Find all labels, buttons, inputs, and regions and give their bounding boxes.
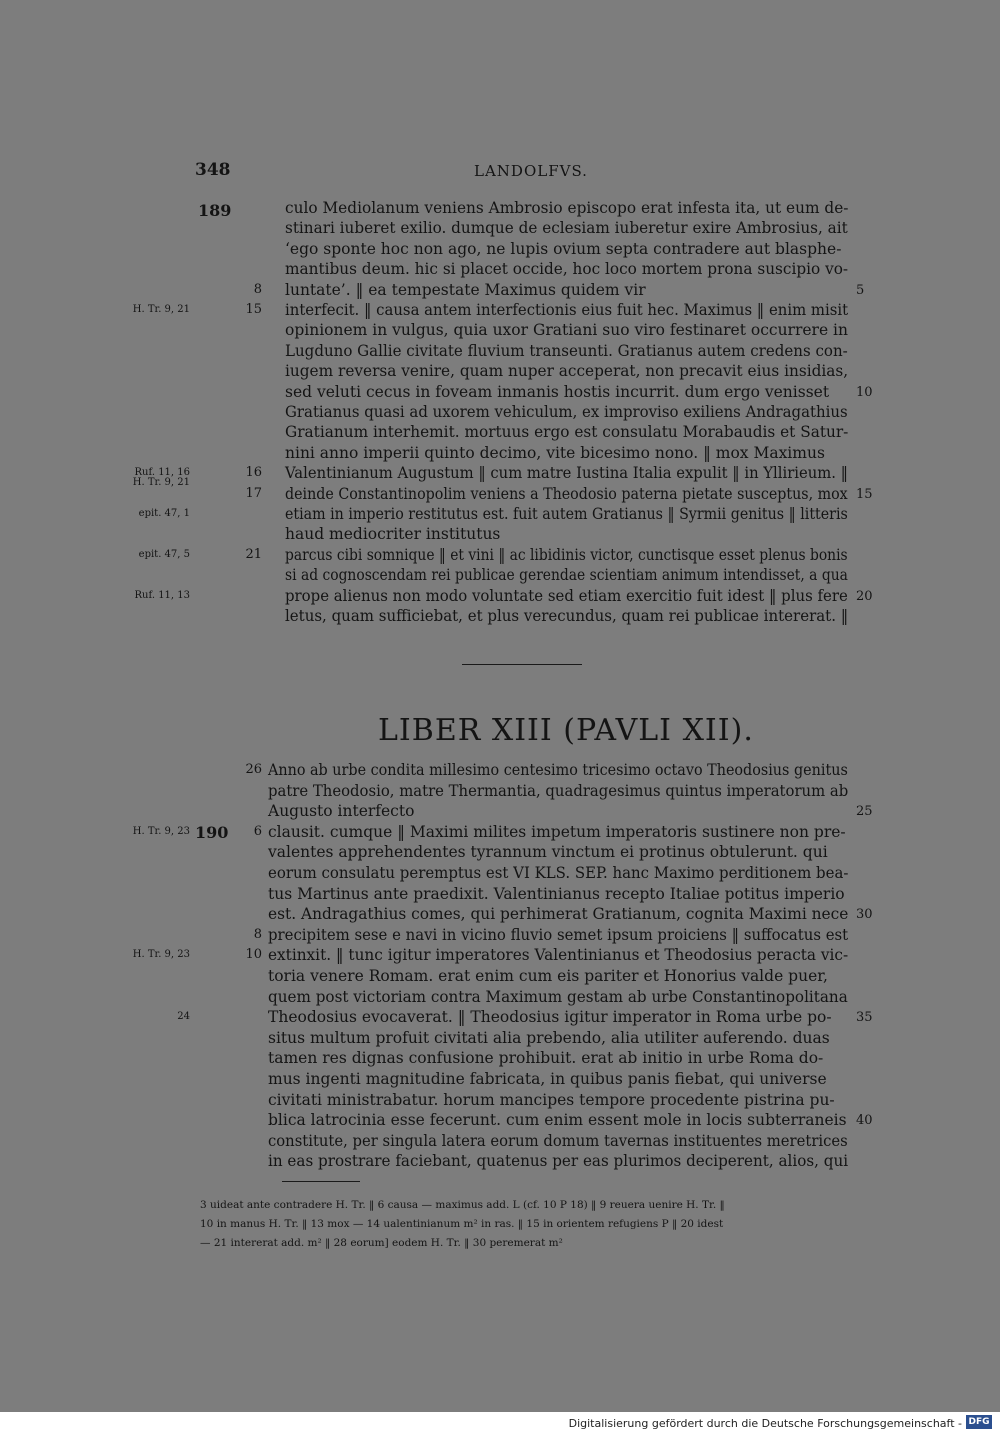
margin-reference: H. Tr. 9, 23 [132,825,190,837]
text-line: etiam in imperio restitutus est. fuit autem Gratianus ‖ Syrmii genitus ‖ litteris [285,505,848,523]
footnote-line: — 21 intererat add. m² ‖ 28 eorum] eodem H. Tr. ‖ 30 peremerat m² [200,1237,563,1249]
margin-reference: 24 [177,1011,190,1023]
edition-line-number: 5 [856,282,865,298]
text-line: prope alienus non modo voluntate sed etiam exercitio fuit idest ‖ plus fere [285,586,848,605]
text-line: iugem reversa venire, quam nuper acceperat, non precavit eius insidias, [285,362,849,381]
footnote-line: 3 uideat ante contradere H. Tr. ‖ 6 causa — maximus add. L (cf. 10 P 18) ‖ 9 reuera uenire H. Tr. ‖ [200,1199,725,1211]
footnote-line: 10 in manus H. Tr. ‖ 13 mox — 14 ualentinianum m² in ras. ‖ 15 in orientem refugiens P ‖ 20 idest [200,1218,724,1230]
text-line: extinxit. ‖ tunc igitur imperatores Valentinianus et Theodosius peracta vic- [268,946,849,965]
text-line: Anno ab urbe condita millesimo centesimo tricesimo octavo Theodosius genitus [268,761,848,779]
text-line: patre Theodosio, matre Thermantia, quadragesimus quintus imperatorum ab [268,781,849,800]
margin-reference: epit. 47, 5 [138,548,190,560]
text-line: Lugduno Gallie civitate fluvium transeunti. Gratianus autem credens con- [285,341,848,360]
text-line: mantibus deum. hic si placet occide, hoc loco mortem prona suscipio vo- [285,260,849,279]
edition-line-number: 40 [856,1113,873,1129]
text-line: precipitem sese e navi in vicino fluvio semet ipsum proiciens ‖ suffocatus est [268,925,849,944]
source-line-number: 10 [245,947,262,963]
chapter-number-189: 189 [198,201,232,220]
text-line: nini anno imperii quinto decimo, vite bicesimo nono. ‖ mox Maximus [285,443,825,462]
margin-reference: Ruf. 11, 16 [134,467,190,479]
text-line: est. Andragathius comes, qui perhimerat Gratianum, cognita Maximi nece [268,905,849,924]
text-line: luntate’. ‖ ea tempestate Maximus quidem vir [285,280,646,299]
text-line: Augusto interfecto [268,802,415,821]
text-line: toria venere Romam. erat enim cum eis pariter et Honorius valde puer, [268,967,828,985]
text-line: Valentinianum Augustum ‖ cum matre Iustina Italia expulit ‖ in Yllirieum. ‖ [285,464,849,483]
text-line: civitati ministrabatur. horum mancipes tempore procedente pistrina pu- [268,1090,835,1109]
text-line: deinde Constantinopolim veniens a Theodosio paterna pietate susceptus, mox [285,484,848,503]
text-line: valentes apprehendentes tyrannum vinctum ei protinus obtulerunt. qui [268,843,828,862]
text-line: blica latrocinia esse fecerunt. cum enim essent mole in locis subterraneis [268,1111,847,1130]
source-line-number: 8 [253,281,262,297]
margin-reference: H. Tr. 9, 21 [132,304,190,315]
margin-reference: H. Tr. 9, 21 [132,477,190,489]
text-line: quem post victoriam contra Maximum gestam ab urbe Constantinopolitana [268,987,848,1006]
text-line: in eas prostrare faciebant, quatenus per eas plurimos deciperent, alios, qui [268,1152,849,1171]
edition-line-number: 25 [856,804,873,820]
text-line: culo Mediolanum veniens Ambrosio episcopo erat infesta ita, ut eum de- [285,199,849,217]
text-line: interfecit. ‖ causa antem interfectionis eius fuit hec. Maximus ‖ enim misit [285,301,849,319]
text-line: si ad cognoscendam rei publicae gerendae scientiam animum intendisset, a qua [285,566,848,585]
running-title: LANDOLFVS. [474,162,588,180]
source-line-number: 26 [245,762,262,777]
source-line-number: 6 [253,823,262,839]
margin-reference: Ruf. 11, 13 [134,589,190,601]
edition-line-number: 10 [856,384,873,400]
text-line: ‘ego sponte hoc non ago, ne lupis ovium septa contradere aut blasphe- [285,239,842,258]
source-line-number: 21 [245,546,262,562]
text-line: Gratianus quasi ad uxorem vehiculum, ex improviso exiliens Andragathius [285,403,848,421]
page-number: 348 [195,160,231,180]
credit-text: Digitalisierung gefördert durch die Deutsche Forschungsgemeinschaft - [568,1417,962,1430]
edition-line-number: 20 [856,588,873,604]
separator-rule [462,664,582,665]
text-line: tamen res dignas confusione prohibuit. erat ab initio in urbe Roma do- [268,1049,824,1068]
text-line: Theodosius evocaverat. ‖ Theodosius igitur imperator in Roma urbe po- [268,1008,832,1027]
text-line: letus, quam sufficiebat, et plus verecundus, quam rei publicae intererat. ‖ [285,607,849,625]
source-line-number: 8 [253,926,262,942]
dfg-logo-icon: DFG [966,1415,992,1429]
text-line: Gratianum interhemit. mortuus ergo est consulatu Morabaudis et Satur- [285,423,849,442]
text-line: clausit. cumque ‖ Maximi milites impetum imperatoris sustinere non pre- [268,822,846,841]
text-line: stinari iuberet exilio. dumque de eclesiam iuberetur exire Ambrosius, ait [285,219,848,238]
chapter-number-190: 190 [195,823,229,842]
liber-title: LIBER XIII (PAVLI XII). [378,713,754,748]
text-line: mus ingenti magnitudine fabricata, in quibus panis fiebat, qui universe [268,1070,827,1088]
text-line: opinionem in vulgus, quia uxor Gratiani suo viro festinaret occurrere in [285,321,848,340]
margin-reference: epit. 47, 1 [138,508,190,519]
source-line-number: 17 [245,485,262,501]
source-line-number: 15 [245,302,262,317]
text-line: parcus cibi somnique ‖ et vini ‖ ac libidinis victor, cunctisque esset plenus bonis [285,545,848,564]
edition-line-number: 30 [856,907,873,923]
text-line: constitute, per singula latera eorum domum tavernas instituentes meretrices [268,1131,848,1150]
footnote-rule [282,1181,360,1182]
text-line: haud mediocriter institutus [285,525,501,544]
edition-line-number: 35 [856,1010,873,1026]
margin-reference: H. Tr. 9, 23 [132,949,190,961]
text-line: sed veluti cecus in foveam inmanis hostis incurrit. dum ergo venisset [285,382,830,401]
text-line: tus Martinus ante praedixit. Valentinianus recepto Italiae potitus imperio [268,884,845,903]
text-line: situs multum profuit civitati alia prebendo, alia utiliter auferendo. duas [268,1028,830,1047]
source-line-number: 16 [245,465,262,481]
edition-line-number: 15 [856,486,873,502]
text-line: eorum consulatu peremptus est VI KLS. SEP. hanc Maximo perditionem bea- [268,864,849,882]
